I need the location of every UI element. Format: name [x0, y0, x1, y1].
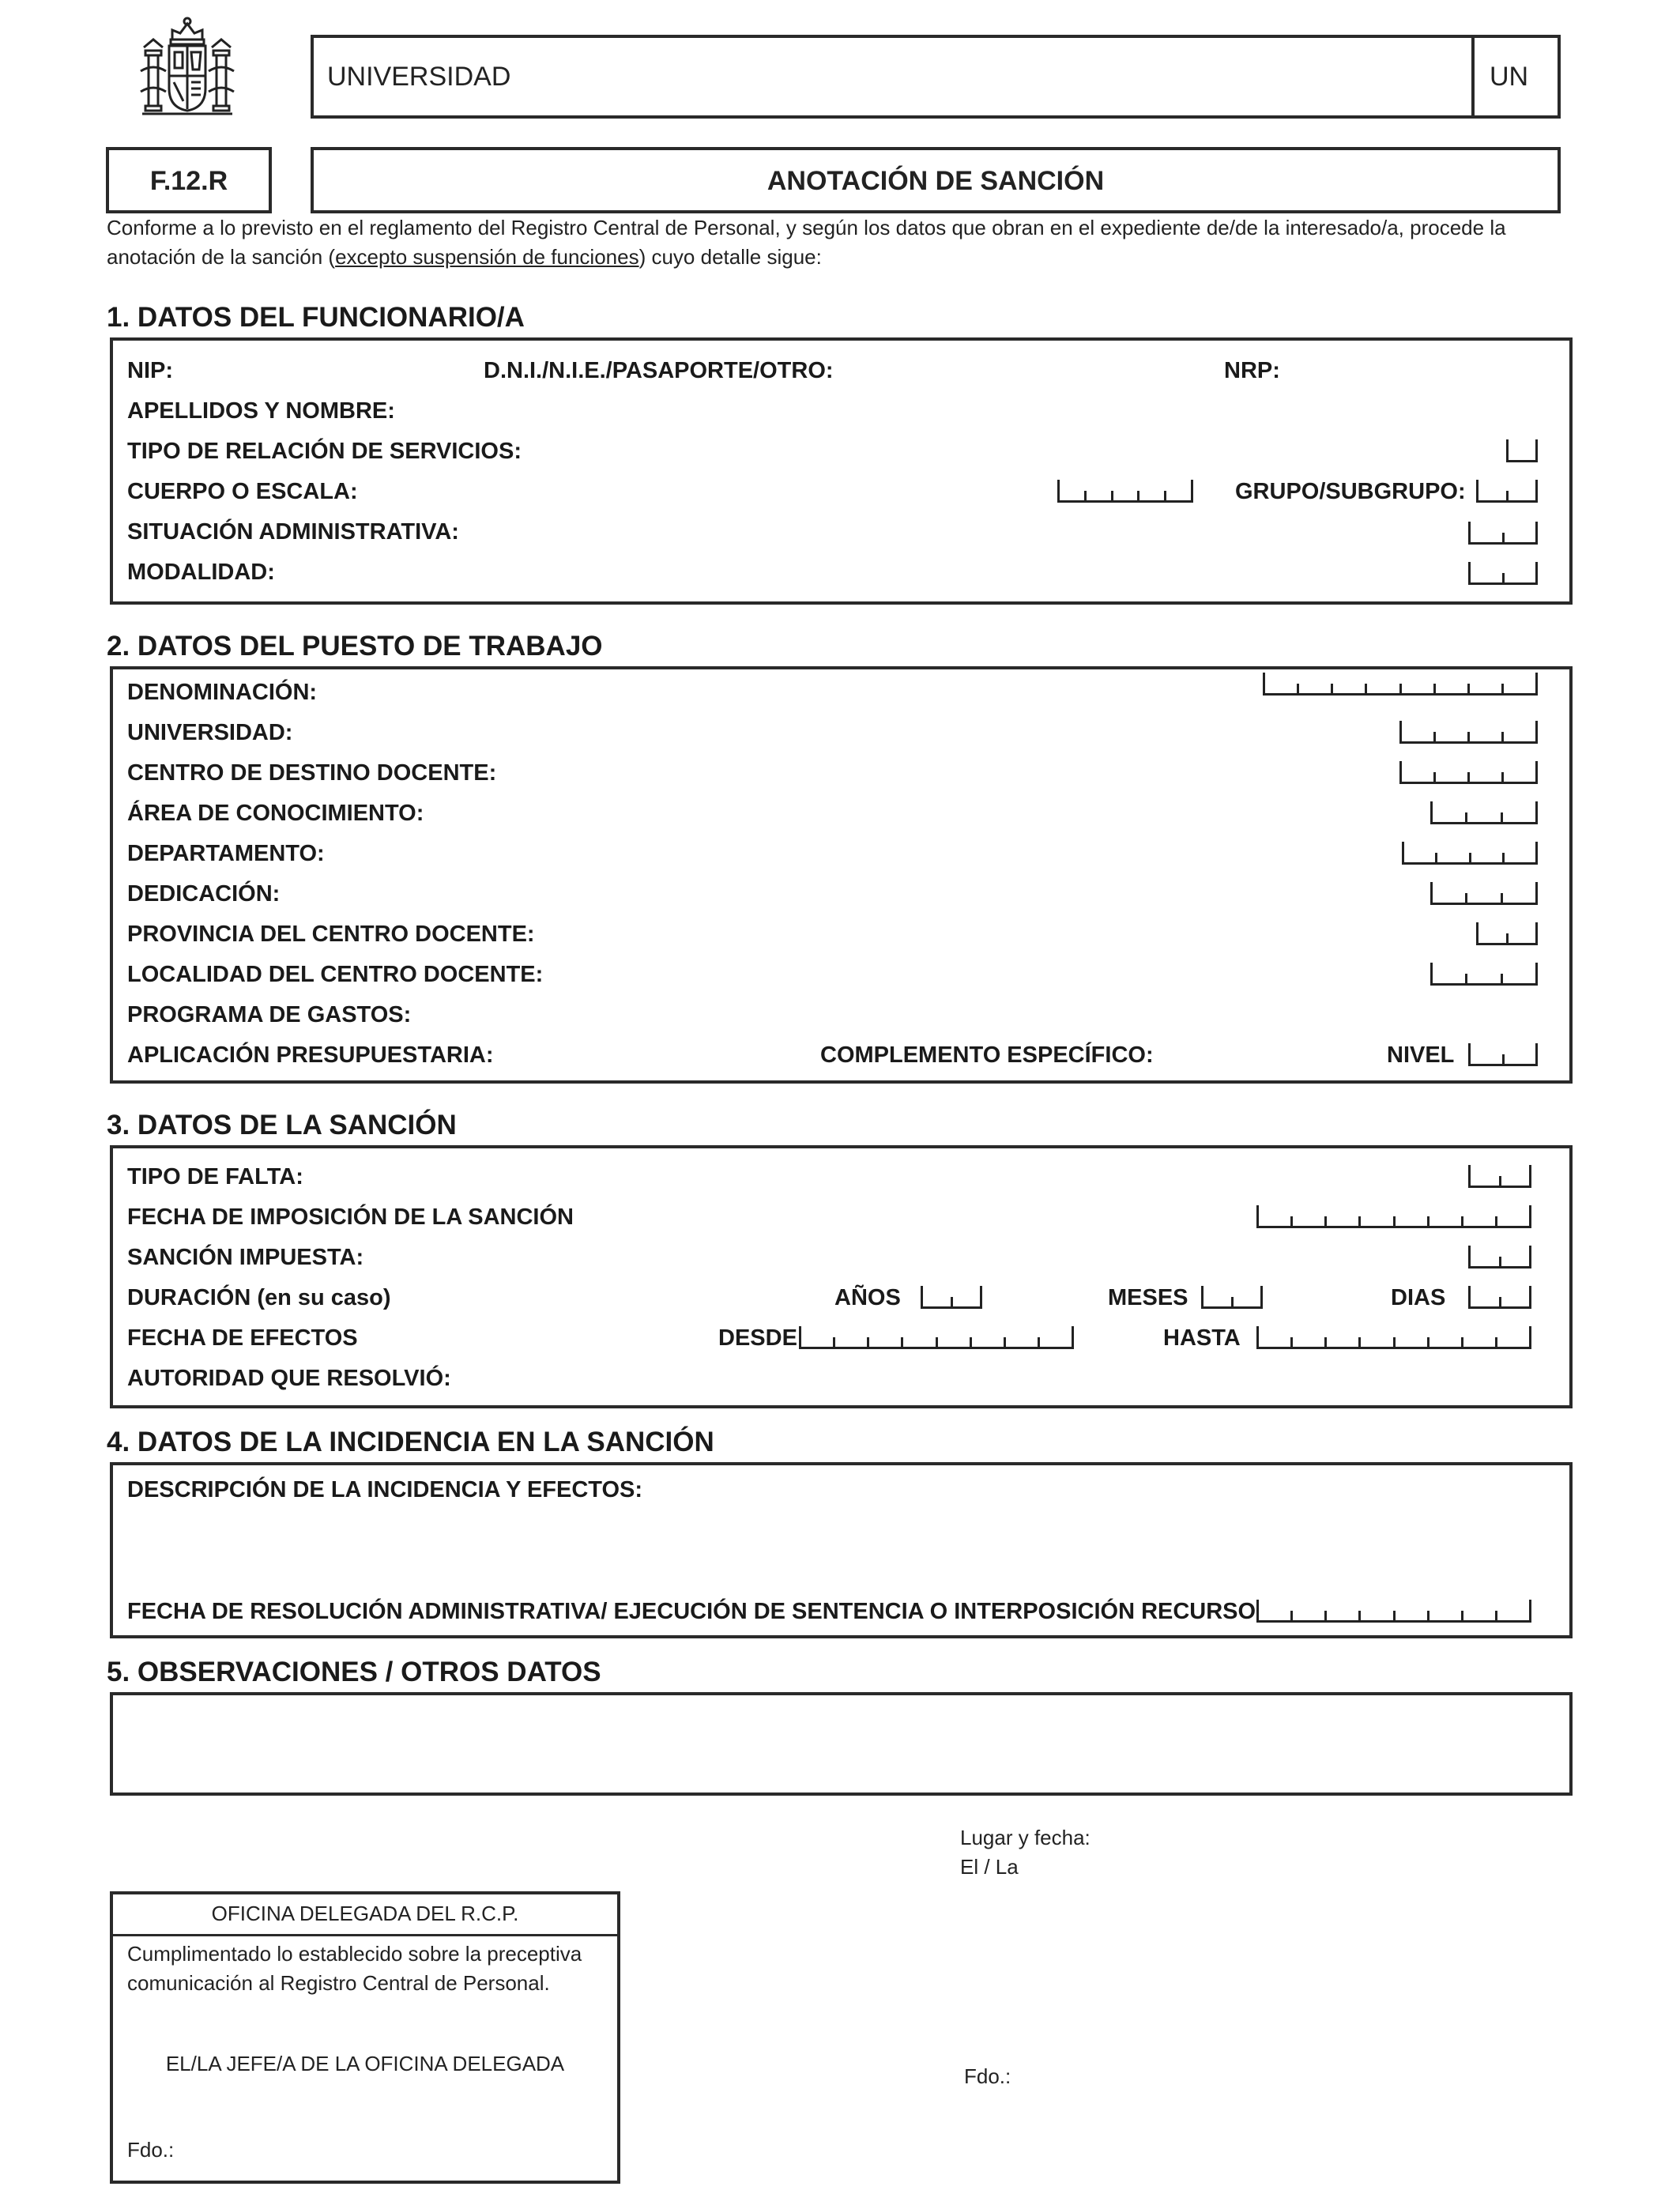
- cell-border: [1399, 761, 1402, 782]
- cell-tick: [867, 1337, 869, 1347]
- cell-tick: [1495, 1337, 1497, 1347]
- aplicacion-label: APLICACIÓN PRESUPUESTARIA:: [127, 1042, 494, 1068]
- cell-tick: [1495, 1611, 1497, 1620]
- university-code: UN: [1490, 62, 1529, 92]
- sancion-impuesta-cells[interactable]: [1468, 1248, 1531, 1269]
- dni-label: D.N.I./N.I.E./PASAPORTE/OTRO:: [484, 358, 834, 383]
- cell-border: [1057, 480, 1060, 500]
- cell-tick: [1501, 893, 1503, 903]
- duracion-label: DURACIÓN (en su caso): [127, 1285, 391, 1310]
- fecha-efectos-label: FECHA DE EFECTOS: [127, 1325, 358, 1351]
- localidad-label: LOCALIDAD DEL CENTRO DOCENTE:: [127, 962, 544, 987]
- denominacion-cells[interactable]: [1263, 675, 1538, 696]
- dedicacion-label: DEDICACIÓN:: [127, 881, 281, 907]
- cell-tick: [1502, 1054, 1505, 1064]
- programa-label: PROGRAMA DE GASTOS:: [127, 1002, 412, 1027]
- cell-border: [1256, 1600, 1259, 1620]
- cell-border: [1263, 673, 1265, 693]
- grupo-label: GRUPO/SUBGRUPO:: [1235, 479, 1466, 504]
- cell-tick: [1137, 491, 1139, 500]
- cell-tick: [1499, 1176, 1501, 1186]
- cell-tick: [1393, 1611, 1396, 1620]
- cell-border: [1468, 1246, 1471, 1266]
- universidad-label: UNIVERSIDAD:: [127, 720, 293, 745]
- cell-tick: [1084, 491, 1087, 500]
- desde-cells[interactable]: [799, 1329, 1074, 1349]
- cell-tick: [1433, 732, 1436, 741]
- cell-tick: [1435, 853, 1437, 862]
- intro-underlined: excepto suspensión de funciones: [335, 245, 639, 269]
- cell-border: [1476, 480, 1478, 500]
- cell-border: [1476, 922, 1478, 943]
- cell-border: [1430, 882, 1433, 903]
- cell-tick: [1499, 1257, 1501, 1266]
- area-cells[interactable]: [1430, 804, 1538, 824]
- cell-tick: [936, 1337, 938, 1347]
- sancion-impuesta-label: SANCIÓN IMPUESTA:: [127, 1245, 364, 1270]
- cell-tick: [1501, 684, 1504, 693]
- cell-tick: [1038, 1337, 1040, 1347]
- cell-tick: [901, 1337, 903, 1347]
- cell-border: [1260, 1286, 1263, 1306]
- cell-tick: [1358, 1216, 1361, 1226]
- cell-tick: [1506, 933, 1509, 943]
- tipo-falta-label: TIPO DE FALTA:: [127, 1164, 303, 1189]
- office-fdo-label: Fdo.:: [127, 2138, 175, 2162]
- section-5-title: 5. OBSERVACIONES / OTROS DATOS: [107, 1657, 601, 1687]
- cell-border: [1535, 1043, 1538, 1064]
- anos-cells[interactable]: [921, 1288, 982, 1309]
- cell-tick: [1427, 1216, 1430, 1226]
- cell-border: [1529, 1165, 1531, 1186]
- cell-tick: [1324, 1611, 1327, 1620]
- signature-fdo-label: Fdo.:: [964, 2064, 1011, 2088]
- complemento-label: COMPLEMENTO ESPECÍFICO:: [820, 1042, 1154, 1068]
- coat-of-arms-icon: [137, 16, 237, 120]
- section-4-title: 4. DATOS DE LA INCIDENCIA EN LA SANCIÓN: [107, 1427, 714, 1457]
- lugar-fecha-label: Lugar y fecha:: [960, 1826, 1090, 1849]
- cell-tick: [1501, 772, 1504, 782]
- cell-tick: [1164, 491, 1166, 500]
- cell-tick: [1331, 684, 1333, 693]
- nivel-label: NIVEL: [1387, 1042, 1455, 1068]
- university-code-divider: [1471, 35, 1475, 119]
- cell-border: [1468, 1165, 1471, 1186]
- cell-border: [1535, 439, 1538, 460]
- office-text: Cumplimentado lo establecido sobre la preceptiva comunicación al Registro Central de Personal.: [127, 1942, 582, 1995]
- cell-border: [1529, 1246, 1531, 1266]
- modalidad-cells[interactable]: [1468, 564, 1538, 585]
- cell-tick: [1324, 1337, 1327, 1347]
- dias-cells[interactable]: [1468, 1288, 1531, 1309]
- cell-border: [1201, 1286, 1203, 1306]
- observaciones-box[interactable]: [110, 1692, 1573, 1796]
- cell-tick: [1501, 732, 1504, 741]
- cell-tick: [1461, 1611, 1463, 1620]
- cell-border: [1430, 801, 1433, 822]
- cell-tick: [1465, 974, 1467, 983]
- cell-tick: [1433, 684, 1436, 693]
- cell-tick: [1469, 853, 1471, 862]
- provincia-label: PROVINCIA DEL CENTRO DOCENTE:: [127, 922, 535, 947]
- cell-border: [1256, 1205, 1259, 1226]
- apellidos-label: APELLIDOS Y NOMBRE:: [127, 398, 395, 424]
- cell-border: [1535, 480, 1538, 500]
- cell-tick: [1324, 1216, 1327, 1226]
- section-3-title: 3. DATOS DE LA SANCIÓN: [107, 1110, 457, 1140]
- cell-tick: [970, 1337, 972, 1347]
- cell-tick: [1231, 1297, 1234, 1306]
- el-la-label: El / La: [960, 1855, 1019, 1879]
- cell-tick: [1358, 1611, 1361, 1620]
- modalidad-label: MODALIDAD:: [127, 560, 275, 585]
- office-title: OFICINA DELEGADA DEL R.C.P.: [211, 1902, 519, 1925]
- cell-border: [1535, 522, 1538, 542]
- tipo-falta-cells[interactable]: [1468, 1167, 1531, 1188]
- cell-tick: [951, 1297, 953, 1306]
- nip-label: NIP:: [127, 358, 173, 383]
- cell-tick: [1399, 684, 1402, 693]
- nrp-label: NRP:: [1224, 358, 1280, 383]
- cell-border: [1529, 1600, 1531, 1620]
- cell-tick: [1111, 491, 1113, 500]
- cell-tick: [1004, 1337, 1006, 1347]
- cell-tick: [1465, 893, 1467, 903]
- fecha-resolucion-label: FECHA DE RESOLUCIÓN ADMINISTRATIVA/ EJECUCIÓN DE SENTENCIA O INTERPOSICIÓN RECURSO: [127, 1599, 1256, 1624]
- departamento-cells[interactable]: [1402, 844, 1538, 865]
- cell-tick: [1502, 573, 1505, 582]
- cell-border: [1468, 1286, 1471, 1306]
- cell-tick: [1297, 684, 1299, 693]
- denominacion-label: DENOMINACIÓN:: [127, 680, 318, 705]
- cell-border: [1535, 673, 1538, 693]
- fecha-imposicion-cells[interactable]: [1256, 1208, 1531, 1228]
- cell-tick: [1467, 732, 1470, 741]
- cell-tick: [1502, 853, 1505, 862]
- descripcion-label: DESCRIPCIÓN DE LA INCIDENCIA Y EFECTOS:: [127, 1477, 643, 1502]
- section-1-box: [110, 337, 1573, 605]
- cell-border: [799, 1326, 801, 1347]
- centro-label: CENTRO DE DESTINO DOCENTE:: [127, 760, 497, 786]
- cell-border: [980, 1286, 982, 1306]
- provincia-cells[interactable]: [1476, 925, 1538, 945]
- situacion-cells[interactable]: [1468, 524, 1538, 545]
- grupo-cells[interactable]: [1476, 482, 1538, 503]
- area-label: ÁREA DE CONOCIMIENTO:: [127, 801, 424, 826]
- cell-tick: [1290, 1611, 1293, 1620]
- cell-border: [1535, 963, 1538, 983]
- localidad-cells[interactable]: [1430, 965, 1538, 986]
- cell-tick: [1290, 1216, 1293, 1226]
- cell-tick: [1461, 1216, 1463, 1226]
- form-title: ANOTACIÓN DE SANCIÓN: [767, 166, 1105, 196]
- cell-tick: [1506, 491, 1509, 500]
- cell-tick: [1393, 1337, 1396, 1347]
- cell-tick: [1501, 974, 1503, 983]
- section-1-title: 1. DATOS DEL FUNCIONARIO/A: [107, 302, 525, 333]
- tipo-relacion-label: TIPO DE RELACIÓN DE SERVICIOS:: [127, 439, 522, 464]
- tipo-relacion-cells[interactable]: [1506, 442, 1538, 462]
- cell-tick: [1427, 1337, 1430, 1347]
- cell-tick: [1290, 1337, 1293, 1347]
- desde-label: DESDE: [718, 1325, 797, 1351]
- cuerpo-cells[interactable]: [1057, 482, 1193, 503]
- form-code: F.12.R: [149, 166, 228, 196]
- cell-border: [1468, 562, 1471, 582]
- dias-label: DIAS: [1391, 1285, 1446, 1310]
- fecha-imposicion-label: FECHA DE IMPOSICIÓN DE LA SANCIÓN: [127, 1204, 574, 1230]
- cell-border: [1535, 922, 1538, 943]
- hasta-cells[interactable]: [1256, 1329, 1531, 1349]
- cell-border: [1529, 1205, 1531, 1226]
- hasta-label: HASTA: [1163, 1325, 1241, 1351]
- departamento-label: DEPARTAMENTO:: [127, 841, 325, 866]
- cell-tick: [1465, 812, 1467, 822]
- cuerpo-label: CUERPO O ESCALA:: [127, 479, 358, 504]
- cell-tick: [833, 1337, 835, 1347]
- dedicacion-cells[interactable]: [1430, 884, 1538, 905]
- cell-border: [1535, 761, 1538, 782]
- cell-border: [1468, 522, 1471, 542]
- cell-border: [1399, 721, 1402, 741]
- cell-border: [1072, 1326, 1074, 1347]
- cell-tick: [1365, 684, 1367, 693]
- cell-tick: [1461, 1337, 1463, 1347]
- cell-border: [1535, 842, 1538, 862]
- nivel-cells[interactable]: [1468, 1046, 1538, 1066]
- cell-border: [921, 1286, 923, 1306]
- section-2-title: 2. DATOS DEL PUESTO DE TRABAJO: [107, 631, 603, 662]
- cell-border: [1402, 842, 1404, 862]
- situacion-label: SITUACIÓN ADMINISTRATIVA:: [127, 519, 459, 545]
- cell-tick: [1427, 1611, 1430, 1620]
- cell-border: [1529, 1326, 1531, 1347]
- cell-tick: [1467, 772, 1470, 782]
- office-jefe: EL/LA JEFE/A DE LA OFICINA DELEGADA: [165, 2052, 565, 2075]
- cell-tick: [1499, 1297, 1501, 1306]
- cell-border: [1256, 1326, 1259, 1347]
- autoridad-label: AUTORIDAD QUE RESOLVIÓ:: [127, 1366, 451, 1391]
- cell-border: [1430, 963, 1433, 983]
- cell-border: [1191, 480, 1193, 500]
- intro-text-2: ) cuyo detalle sigue:: [638, 245, 822, 269]
- cell-border: [1468, 1043, 1471, 1064]
- cell-border: [1535, 882, 1538, 903]
- cell-border: [1506, 439, 1509, 460]
- anos-label: AÑOS: [834, 1285, 901, 1310]
- cell-border: [1535, 562, 1538, 582]
- cell-tick: [1501, 812, 1503, 822]
- office-title-divider: [110, 1934, 620, 1936]
- cell-tick: [1502, 533, 1505, 542]
- meses-label: MESES: [1108, 1285, 1188, 1310]
- universidad-cells[interactable]: [1399, 723, 1538, 744]
- fecha-resolucion-cells[interactable]: [1256, 1602, 1531, 1623]
- centro-cells[interactable]: [1399, 763, 1538, 784]
- intro-paragraph: [107, 213, 1565, 272]
- cell-tick: [1393, 1216, 1396, 1226]
- cell-border: [1529, 1286, 1531, 1306]
- cell-tick: [1433, 772, 1436, 782]
- intro-text-1: Conforme a lo previsto en el reglamento del Registro Central de Personal, y según los datos que obran en el expediente de/de la interesado/a, procede la anotación de la sanción (: [107, 216, 1506, 269]
- university-label: UNIVERSIDAD: [327, 62, 511, 92]
- cell-tick: [1358, 1337, 1361, 1347]
- meses-cells[interactable]: [1201, 1288, 1263, 1309]
- cell-tick: [1495, 1216, 1497, 1226]
- cell-border: [1535, 801, 1538, 822]
- cell-tick: [1467, 684, 1470, 693]
- cell-border: [1535, 721, 1538, 741]
